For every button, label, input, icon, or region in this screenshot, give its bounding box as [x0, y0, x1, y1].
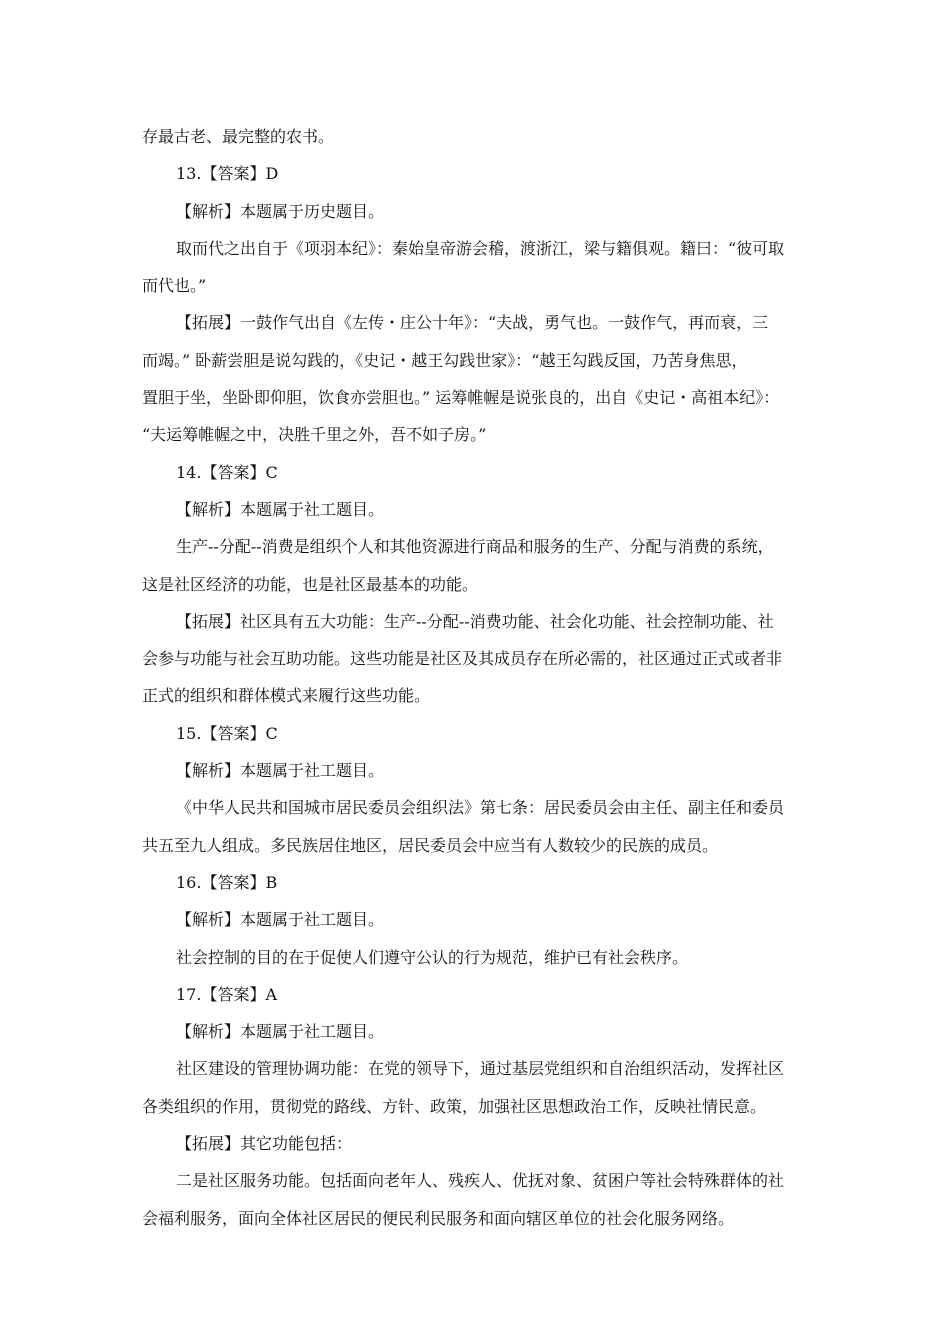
text-line: 会福利服务，面向全体社区居民的便民利民服务和面向辖区单位的社会化服务网络。 [142, 1208, 735, 1228]
text-line: 生产--分配--消费是组织个人和其他资源进行商品和服务的生产、分配与消费的系统， [176, 537, 774, 557]
answer-line-16: 16.【答案】B [176, 872, 278, 892]
document-page [142, 118, 810, 1237]
extension-line: 【拓展】其它功能包括： [176, 1134, 353, 1154]
analysis-line: 【解析】本题属于社工题目。 [176, 761, 385, 781]
text-line: “夫运筹帷幄之中，决胜千里之外，吾不如子房。” [142, 425, 487, 445]
text-line: 而竭。” 卧薪尝胆是说勾践的，《史记・越王勾践世家》：“越王勾践反国，乃苦身焦思， [142, 350, 748, 370]
extension-line: 【拓展】社区具有五大功能：生产--分配--消费功能、社会化功能、社会控制功能、社 [176, 611, 774, 631]
text-line: 共五至九人组成。多民族居住地区，居民委员会中应当有人数较少的民族的成员。 [142, 835, 719, 855]
extension-line: 【拓展】一鼓作气出自《左传・庄公十年》：“夫战，勇气也。一鼓作气，再而衰，三 [176, 313, 769, 333]
text-line: 置胆于坐，坐卧即仰胆，饮食亦尝胆也。” 运筹帷幄是说张良的，出自《史记・高祖本纪》： [142, 388, 780, 408]
text-line: 而代也。” [142, 276, 207, 296]
answer-line-15: 15.【答案】C [176, 723, 278, 743]
text-line: 存最古老、最完整的农书。 [142, 127, 335, 146]
text-line: 各类组织的作用，贯彻党的路线、方针、政策，加强社区思想政治工作，反映社情民意。 [142, 1096, 767, 1116]
answer-line-17: 17.【答案】A [176, 984, 278, 1004]
text-line: 这是社区经济的功能，也是社区最基本的功能。 [142, 574, 479, 594]
text-line: 社会控制的目的在于促使人们遵守公认的行为规范，维护已有社会秩序。 [176, 947, 689, 967]
text-line: 取而代之出自于《项羽本纪》：秦始皇帝游会稽，渡浙江，梁与籍俱观。籍曰：“彼可取 [176, 238, 785, 258]
text-line: 正式的组织和群体模式来履行这些功能。 [142, 686, 431, 706]
answer-line-14: 14.【答案】C [176, 462, 278, 482]
analysis-line: 【解析】本题属于社工题目。 [176, 1022, 385, 1042]
text-line: 会参与功能与社会互助功能。这些功能是社区及其成员存在所必需的，社区通过正式或者非 [142, 649, 783, 669]
analysis-line: 【解析】本题属于社工题目。 [176, 910, 385, 930]
text-line: 《中华人民共和国城市居民委员会组织法》第七条：居民委员会由主任、副主任和委员 [176, 798, 785, 818]
analysis-line: 【解析】本题属于历史题目。 [176, 201, 385, 221]
answer-line-13: 13.【答案】D [176, 164, 279, 184]
analysis-line: 【解析】本题属于社工题目。 [176, 499, 385, 519]
text-line: 二是社区服务功能。包括面向老年人、残疾人、优抚对象、贫困户等社会特殊群体的社 [176, 1171, 785, 1191]
text-line: 社区建设的管理协调功能：在党的领导下，通过基层党组织和自治组织活动，发挥社区 [176, 1059, 785, 1079]
